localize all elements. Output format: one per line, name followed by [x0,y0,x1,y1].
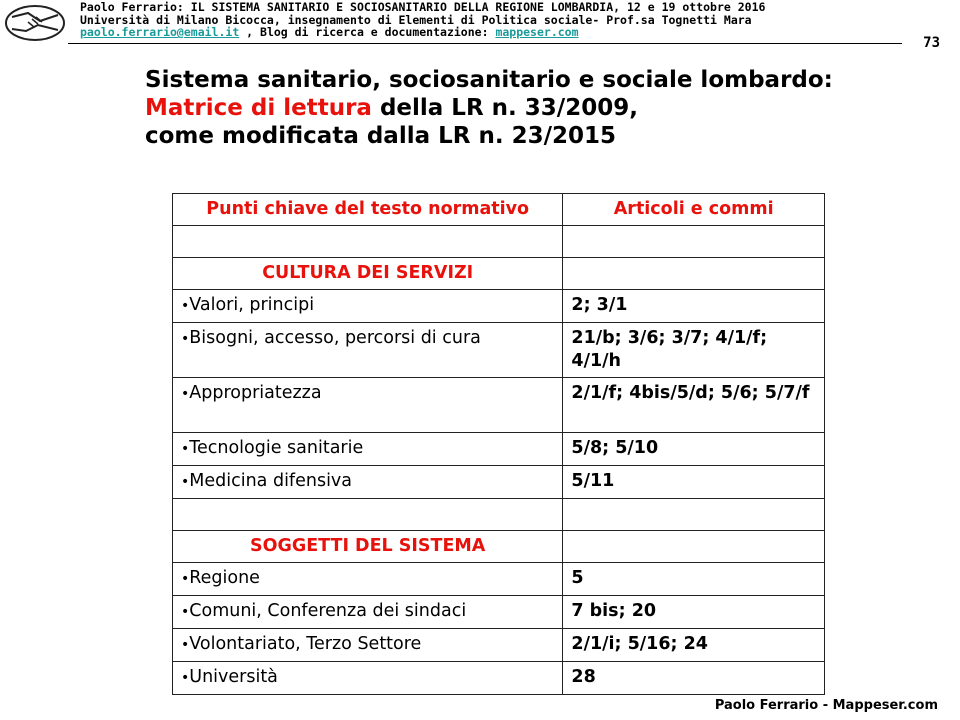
section-row-culture [173,258,825,290]
table-row [173,596,825,629]
key-point-cell: •Medicina difensiva [173,466,563,499]
table-row [173,433,825,466]
article-cell: 21/b; 3/6; 3/7; 4/1/f; 4/1/h [563,323,825,378]
bullet-icon: • [181,331,190,347]
key-point-cell: •Volontariato, Terzo Settore [173,629,563,662]
header-line-2: Università di Milano Bicocca, insegnamento di Elementi di Politica sociale- Prof.sa Tognetti Mara [80,12,752,27]
bullet-icon: • [181,604,190,620]
table-row [173,662,825,695]
table-empty-row [173,499,825,531]
bullet-icon: • [181,298,190,314]
article-cell: 5/11 [563,466,825,499]
key-point-cell: •Valori, principi [173,290,563,323]
article-cell: 7 bis; 20 [563,596,825,629]
table-row [173,629,825,662]
title-line-3: come modificata dalla LR n. 23/2015 [145,123,617,149]
table-row [173,466,825,499]
table-row [173,563,825,596]
article-cell: 5 [563,563,825,596]
header-line-3 [80,26,765,39]
bullet-icon: • [181,386,190,402]
column-header-articles: Articoli e commi [563,194,825,226]
article-cell: 28 [563,662,825,695]
key-point-cell: •Università [173,662,563,695]
bullet-icon: • [181,441,190,457]
article-cell: 5/8; 5/10 [563,433,825,466]
bullet-icon: • [181,571,190,587]
column-header-key-points: Punti chiave del testo normativo [173,194,563,226]
article-cell: 2/1/i; 5/16; 24 [563,629,825,662]
header-divider [68,43,902,44]
bullet-icon: • [181,670,190,686]
handshake-logo-icon [4,3,66,43]
section-title: CULTURA DEI SERVIZI [173,258,563,290]
page-number: 73 [923,35,940,51]
header-line-1: Paolo Ferrario: IL SISTEMA SANITARIO E SOCIOSANITARIO DELLA REGIONE LOMBARDIA, 12 e 19 ottobre 2016 [80,0,766,14]
slide-header [80,1,765,39]
article-cell: 2/1/f; 4bis/5/d; 5/6; 5/7/f [563,378,825,433]
email-link[interactable]: paolo.ferrario@email.it [80,25,240,39]
key-point-cell: •Tecnologie sanitarie [173,433,563,466]
table-row [173,378,825,433]
key-point-cell: •Comuni, Conferenza dei sindaci [173,596,563,629]
section-row-subjects [173,531,825,563]
article-cell: 2; 3/1 [563,290,825,323]
site-link[interactable]: mappeser.com [495,25,579,39]
title-line-2: Matrice di lettura della LR n. 33/2009, [145,95,638,121]
key-point-cell: •Bisogni, accesso, percorsi di cura [173,323,563,378]
reading-matrix-table [172,193,825,695]
table-row [173,290,825,323]
table-row [173,323,825,378]
table-header-row [173,194,825,226]
section-title: SOGGETTI DEL SISTEMA [173,531,563,563]
blog-text: , Blog di ricerca e documentazione: [239,25,496,39]
slide-title [145,66,833,150]
title-line-1: Sistema sanitario, sociosanitario e sociale lombardo: [145,67,833,93]
bullet-icon: • [181,474,190,490]
title-highlight: Matrice di lettura [145,95,372,121]
table-empty-row [173,226,825,258]
key-point-cell: •Appropriatezza [173,378,563,433]
bullet-icon: • [181,637,190,653]
footer-credit: Paolo Ferrario - Mappeser.com [714,698,938,713]
key-point-cell: •Regione [173,563,563,596]
